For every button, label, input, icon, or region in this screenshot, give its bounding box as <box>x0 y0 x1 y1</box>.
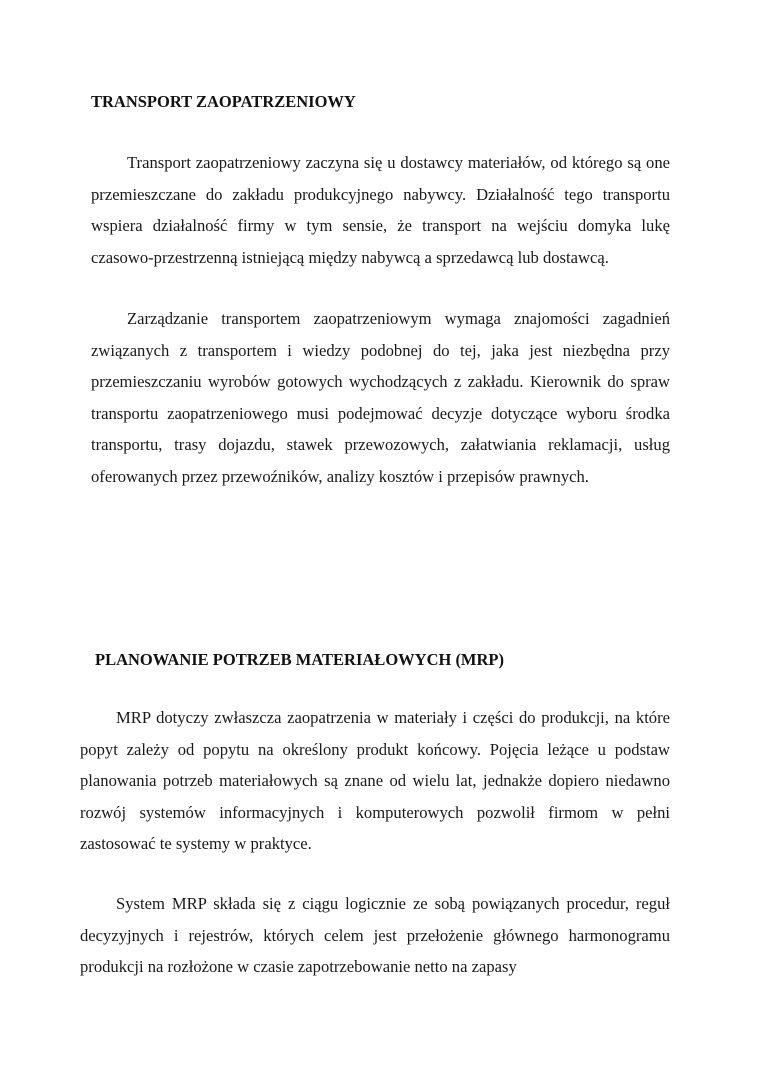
paragraph-text: Transport zaopatrzeniowy zaczyna się u dostawcy materiałów, od którego są one przemieszczane do zakładu produkcyjnego nabywcy. Działalność tego transportu wspiera działalność firmy w tym sensie, że transport na wejściu domyka lukę czasowo-przestrzenną istniejącą między nabywcą a sprzedawcą lub dostawcą. <box>91 153 670 267</box>
paragraph-mrp-system <box>80 888 670 983</box>
paragraph-text: System MRP składa się z ciągu logicznie ze sobą powiązanych procedur, reguł decyzyjnych i rejestrów, których celem jest przełożenie głównego harmonogramu produkcji na rozłożone w czasie zapotrzebowanie netto na zapasy <box>80 894 670 976</box>
section-heading-transport: TRANSPORT ZAOPATRZENIOWY <box>91 92 356 111</box>
paragraph-transport-management <box>91 303 670 492</box>
paragraph-transport-intro <box>91 147 670 273</box>
paragraph-mrp-intro <box>80 702 670 860</box>
paragraph-text: Zarządzanie transportem zaopatrzeniowym wymaga znajomości zagadnień związanych z transportem i wiedzy podobnej do tej, jaka jest niezbędna przy przemieszczaniu wyrobów gotowych wychodzących z zakładu. Kierownik do spraw transportu zaopatrzeniowego musi podejmować decyzje dotyczące wyboru środka transportu, trasy dojazdu, stawek przewozowych, załatwiania reklamacji, usług oferowanych przez przewoźników, analizy kosztów i przepisów prawnych. <box>91 309 670 486</box>
section-heading-mrp: PLANOWANIE POTRZEB MATERIAŁOWYCH (MRP) <box>95 650 504 669</box>
paragraph-text: MRP dotyczy zwłaszcza zaopatrzenia w materiały i części do produkcji, na które popyt zależy od popytu na określony produkt końcowy. Pojęcia leżące u podstaw planowania potrzeb materiałowych są znane od wielu lat, jednakże dopiero niedawno rozwój systemów informacyjnych i komputerowych pozwolił firmom w pełni zastosować te systemy w praktyce. <box>80 708 670 853</box>
